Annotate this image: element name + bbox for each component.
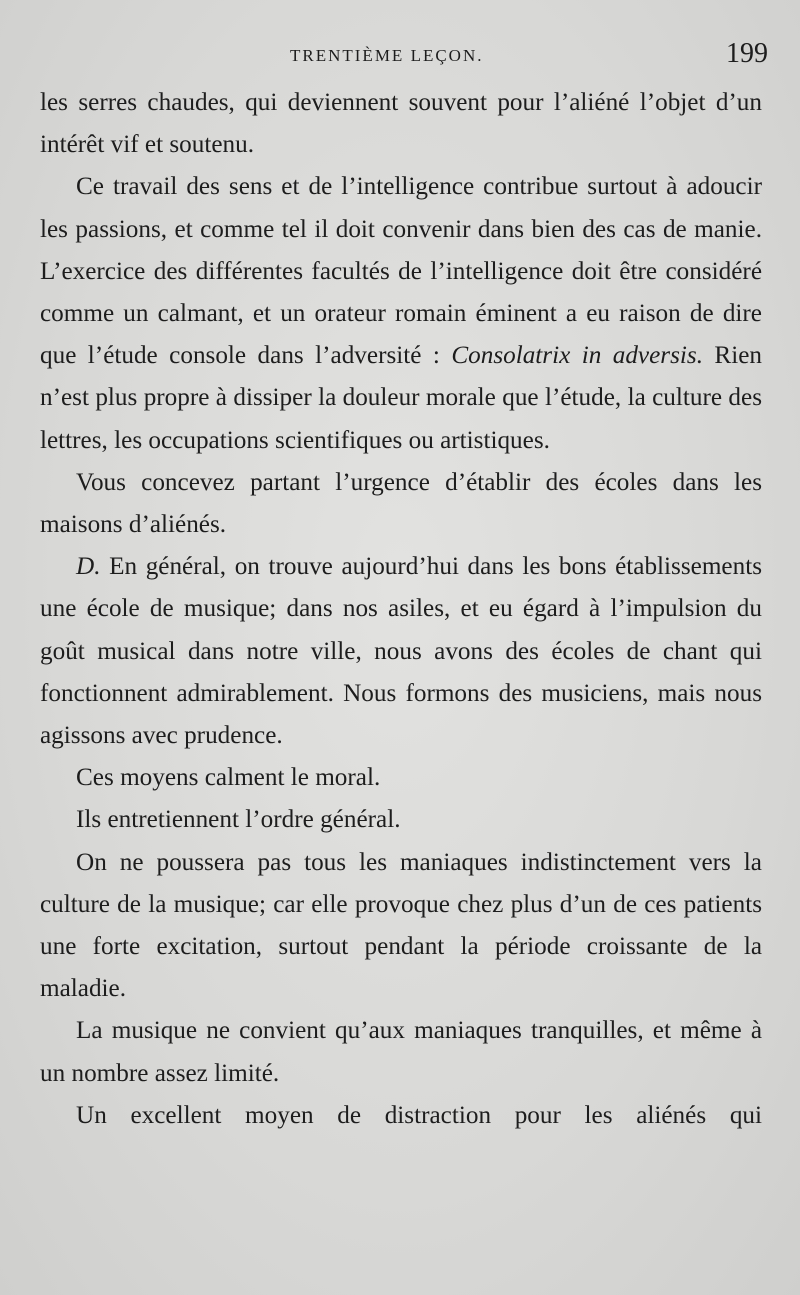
- paragraph-text: En général, on trouve aujourd’hui dans les bons établissements une école de musique; dans nos asiles, et eu égard à l’impulsion du goût musical dans notre ville, nous avons des écoles de chant qui fonctionnent admirablement. Nous formons des musiciens, mais nous agissons avec prudence.: [40, 553, 762, 750]
- latin-quote: Consolatrix in adversis.: [451, 342, 703, 370]
- paragraph-4: [40, 546, 762, 757]
- paragraph-1: [40, 82, 762, 166]
- paragraph-text: Ils entretiennent l’ordre général.: [76, 806, 401, 834]
- section-letter: D.: [76, 553, 101, 581]
- paragraph-text: Vous concevez partant l’urgence d’établir des écoles dans les maisons d’aliénés.: [40, 468, 762, 539]
- paragraph-7: [40, 842, 762, 1011]
- running-head: [40, 38, 768, 78]
- paragraph-9: [40, 1095, 762, 1137]
- paragraph-text: Rien n’est plus propre à dissiper la douleur morale que l’étude, la culture des lettres, les occupations scientifiques ou artistiques.: [40, 342, 763, 454]
- paragraph-text: Un excellent moyen de distraction pour les aliénés qui: [76, 1101, 762, 1129]
- paragraph-2: [40, 166, 762, 461]
- running-title: TRENTIÈME LEÇON.: [290, 46, 484, 65]
- paragraph-6: [40, 799, 762, 841]
- paragraph-5: [40, 757, 762, 799]
- paragraph-text: Ces moyens calment le moral.: [76, 764, 381, 792]
- paragraph-text: On ne poussera pas tous les maniaques indistinctement vers la culture de la musique; car elle provoque chez plus d’un de ces patients une forte excitation, surtout pendant la période croissante de la maladie.: [40, 848, 762, 1003]
- text-body: [40, 82, 762, 1137]
- page-number: 199: [726, 38, 768, 69]
- paragraph-8: [40, 1010, 762, 1094]
- paragraph-text: Ce travail des sens et de l’intelligence contribue surtout à adoucir les passions, et comme tel il doit convenir dans bien des cas de manie. L’exercice des différentes facultés de l’intelligence doit être considéré comme un calmant, et un orateur romain éminent a eu raison de dire que l’étude console dans l’adversité :: [40, 173, 762, 370]
- paragraph-3: [40, 462, 762, 546]
- paragraph-text: les serres chaudes, qui deviennent souvent pour l’aliéné l’objet d’un intérêt vif et soutenu.: [40, 89, 762, 159]
- paragraph-text: La musique ne convient qu’aux maniaques tranquilles, et même à un nombre assez limité.: [40, 1017, 762, 1087]
